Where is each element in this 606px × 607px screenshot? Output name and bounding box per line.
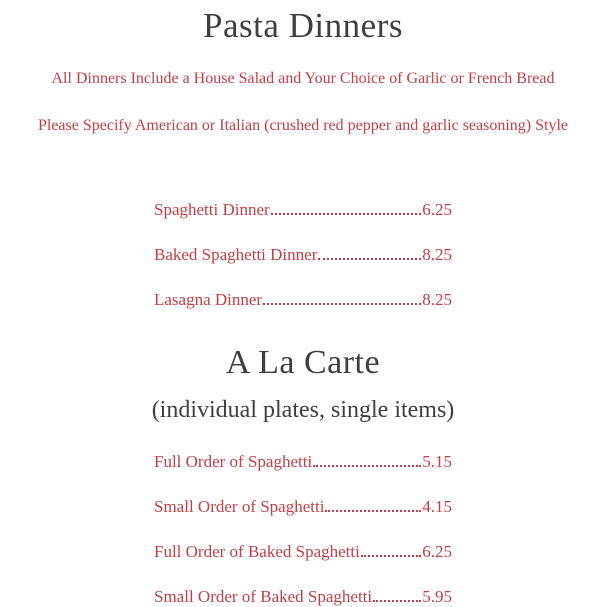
dot-leader [271,213,422,215]
pasta-dinners-item-list [154,200,452,309]
dot-leader [373,600,421,602]
menu-item-price: 5.15 [422,452,452,471]
menu-item-price: 8.25 [422,245,452,264]
a-la-carte-subtitle: (individual plates, single items) [151,397,455,423]
menu-item-name: Full Order of Spaghetti [154,452,313,471]
dot-leader [325,510,421,512]
menu-item-name: Lasagna Dinner [154,290,263,309]
dot-leader [318,258,421,260]
menu-item-row [154,290,452,309]
menu-note-style: Please Specify American or Italian (crushed red pepper and garlic seasoning) Style [37,117,569,134]
menu-item-price: 5.95 [422,587,452,606]
section-title-pasta-dinners: Pasta Dinners [203,6,403,45]
menu-item-price: 8.25 [422,290,452,309]
menu-item-name: Full Order of Baked Spaghetti [154,542,360,561]
menu-item-name: Small Order of Spaghetti [154,497,325,516]
dot-leader [361,555,421,557]
menu-item-row [154,245,452,264]
menu-note-salad-bread: All Dinners Include a House Salad and Your Choice of Garlic or French Bread [51,70,555,87]
menu-item-price: 4.15 [422,497,452,516]
menu-item-row [154,542,452,561]
menu-item-name: Baked Spaghetti Dinner [154,245,318,264]
menu-item-row [154,200,452,219]
menu-item-name: Small Order of Baked Spaghetti [154,587,373,606]
menu-item-row [154,452,452,471]
menu-item-row [154,497,452,516]
menu-item-row [154,587,452,606]
dot-leader [263,303,421,305]
a-la-carte-item-list [154,452,452,606]
menu-item-name: Spaghetti Dinner [154,200,270,219]
dot-leader [313,465,421,467]
section-title-a-la-carte: A La Carte [225,344,381,381]
menu-item-price: 6.25 [422,200,452,219]
menu-item-price: 6.25 [422,542,452,561]
